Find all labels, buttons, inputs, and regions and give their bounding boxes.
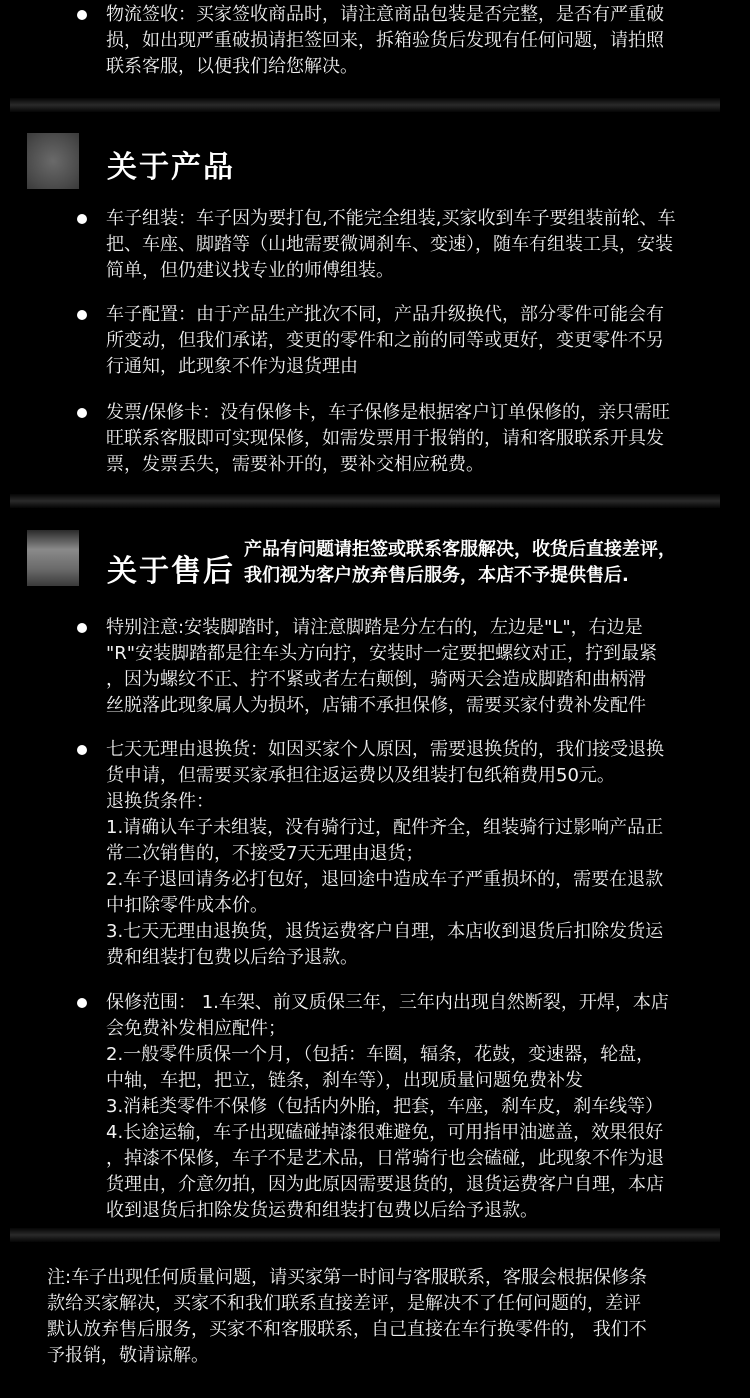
text-line: 默认放弃售后服务，买家不和客服联系，自己直接在车行换零件的， 我们不 [47, 1319, 647, 1340]
product-section-title: 关于产品 [107, 150, 235, 185]
text-line: 特别注意:安装脚踏时，请注意脚踏是分左右的，左边是"L"，右边是 [106, 617, 643, 638]
text-line: 车子组装：车子因为要打包,不能完全组装,买家收到车子要组装前轮、车 [106, 208, 676, 229]
text-line: 简单，但仍建议找专业的师傅组装。 [106, 260, 394, 281]
notice-line: 产品有问题请拒签或联系客服解决，收货后直接差评， [244, 539, 676, 560]
after-sales-item-returns [106, 737, 664, 971]
footer-note [47, 1265, 647, 1369]
text-line: "R"安装脚踏都是往车头方向拧，安装时一定要把螺纹对正，拧到最紧 [106, 643, 658, 664]
text-line: 车子配置：由于产品生产批次不同，产品升级换代，部分零件可能会有 [106, 304, 664, 325]
text-line: 2.一般零件质保一个月，（包括：车圈，辐条，花鼓，变速器，轮盘， [106, 1044, 655, 1065]
text-line: ，因为螺纹不正、拧不紧或者左右颠倒，骑两天会造成脚踏和曲柄滑 [106, 669, 646, 690]
text-line: 保修范围： 1.车架、前叉质保三年，三年内出现自然断裂，开焊，本店 [106, 992, 669, 1013]
text-line: 4.长途运输，车子出现磕碰掉漆很难避免，可用指甲油遮盖，效果很好 [106, 1122, 664, 1143]
product-item-invoice [106, 400, 670, 478]
logistics-text [106, 2, 664, 80]
bullet-product-3 [77, 408, 87, 418]
bullet-after-sales-1 [77, 623, 87, 633]
text-line: 予报销，敬请谅解。 [47, 1345, 209, 1366]
text-line: 款给买家解决，买家不和我们联系直接差评，是解决不了任何问题的，差评 [47, 1293, 641, 1314]
text-line: 3.七天无理由退换货，退货运费客户自理，本店收到退货后扣除发货运 [106, 921, 664, 942]
after-sales-item-pedal-notice [106, 615, 657, 719]
after-sales-thumbnail-image [27, 530, 79, 586]
product-item-assembly [106, 206, 675, 284]
bullet-product-1 [77, 214, 87, 224]
section-divider [10, 1228, 720, 1242]
text-line: 票，发票丢失，需要补开的，要补交相应税费。 [106, 454, 484, 475]
text-line: 3.消耗类零件不保修（包括内外胎，把套，车座，刹车皮，刹车线等） [106, 1096, 664, 1117]
text-line: 中轴，车把，把立，链条，刹车等），出现质量问题免费补发 [106, 1070, 583, 1091]
text-line: 发票/保修卡：没有保修卡，车子保修是根据客户订单保修的，亲只需旺 [106, 402, 671, 423]
text-line: 损，如出现严重破损请拒签回来，拆箱验货后发现有任何问题，请拍照 [106, 30, 664, 51]
after-sales-notice [244, 537, 676, 589]
product-thumbnail-image [27, 133, 79, 189]
after-sales-section-title: 关于售后 [107, 554, 235, 589]
text-line: 所变动，但我们承诺，变更的零件和之前的同等或更好，变更零件不另 [106, 330, 664, 351]
section-divider [10, 494, 720, 508]
notice-line: 我们视为客户放弃售后服务，本店不予提供售后. [244, 565, 629, 586]
text-line: 会免费补发相应配件； [106, 1018, 286, 1039]
text-line: 费和组装打包费以后给予退款。 [106, 947, 358, 968]
text-line: 行通知，此现象不作为退货理由 [106, 356, 358, 377]
text-line: 丝脱落此现象属人为损坏，店铺不承担保修，需要买家付费补发配件 [106, 695, 646, 716]
text-line: 退换货条件： [106, 791, 214, 812]
bullet-product-2 [77, 310, 87, 320]
text-line: 常二次销售的，不接受7天无理由退货； [106, 843, 424, 864]
text-line: 七天无理由退换货：如因买家个人原因，需要退换货的，我们接受退换 [106, 739, 664, 760]
text-line: ，掉漆不保修，车子不是艺术品，日常骑行也会磕碰，此现象不作为退 [106, 1148, 664, 1169]
text-line: 旺联系客服即可实现保修，如需发票用于报销的，请和客服联系开具发 [106, 428, 664, 449]
text-line: 货理由，介意勿拍，因为此原因需要退货的，退货运费客户自理，本店 [106, 1174, 664, 1195]
text-line: 收到退货后扣除发货运费和组装打包费以后给予退款。 [106, 1200, 538, 1221]
bullet-after-sales-2 [77, 745, 87, 755]
product-item-config [106, 302, 664, 380]
bullet-logistics [77, 10, 87, 20]
text-line: 把、车座、脚踏等（山地需要微调刹车、变速），随车有组装工具，安装 [106, 234, 673, 255]
after-sales-item-warranty [106, 990, 669, 1224]
text-line: 注:车子出现任何质量问题，请买家第一时间与客服联系，客服会根据保修条 [47, 1267, 648, 1288]
text-line: 联系客服，以便我们给您解决。 [106, 56, 358, 77]
section-divider [10, 98, 720, 112]
text-line: 中扣除零件成本价。 [106, 895, 268, 916]
text-line: 物流签收：买家签收商品时，请注意商品包装是否完整，是否有严重破 [106, 4, 664, 25]
text-line: 货申请，但需要买家承担往返运费以及组装打包纸箱费用50元。 [106, 765, 615, 786]
bullet-after-sales-3 [77, 998, 87, 1008]
text-line: 1.请确认车子未组装，没有骑行过，配件齐全，组装骑行过影响产品正 [106, 817, 664, 838]
text-line: 2.车子退回请务必打包好，退回途中造成车子严重损坏的，需要在退款 [106, 869, 664, 890]
